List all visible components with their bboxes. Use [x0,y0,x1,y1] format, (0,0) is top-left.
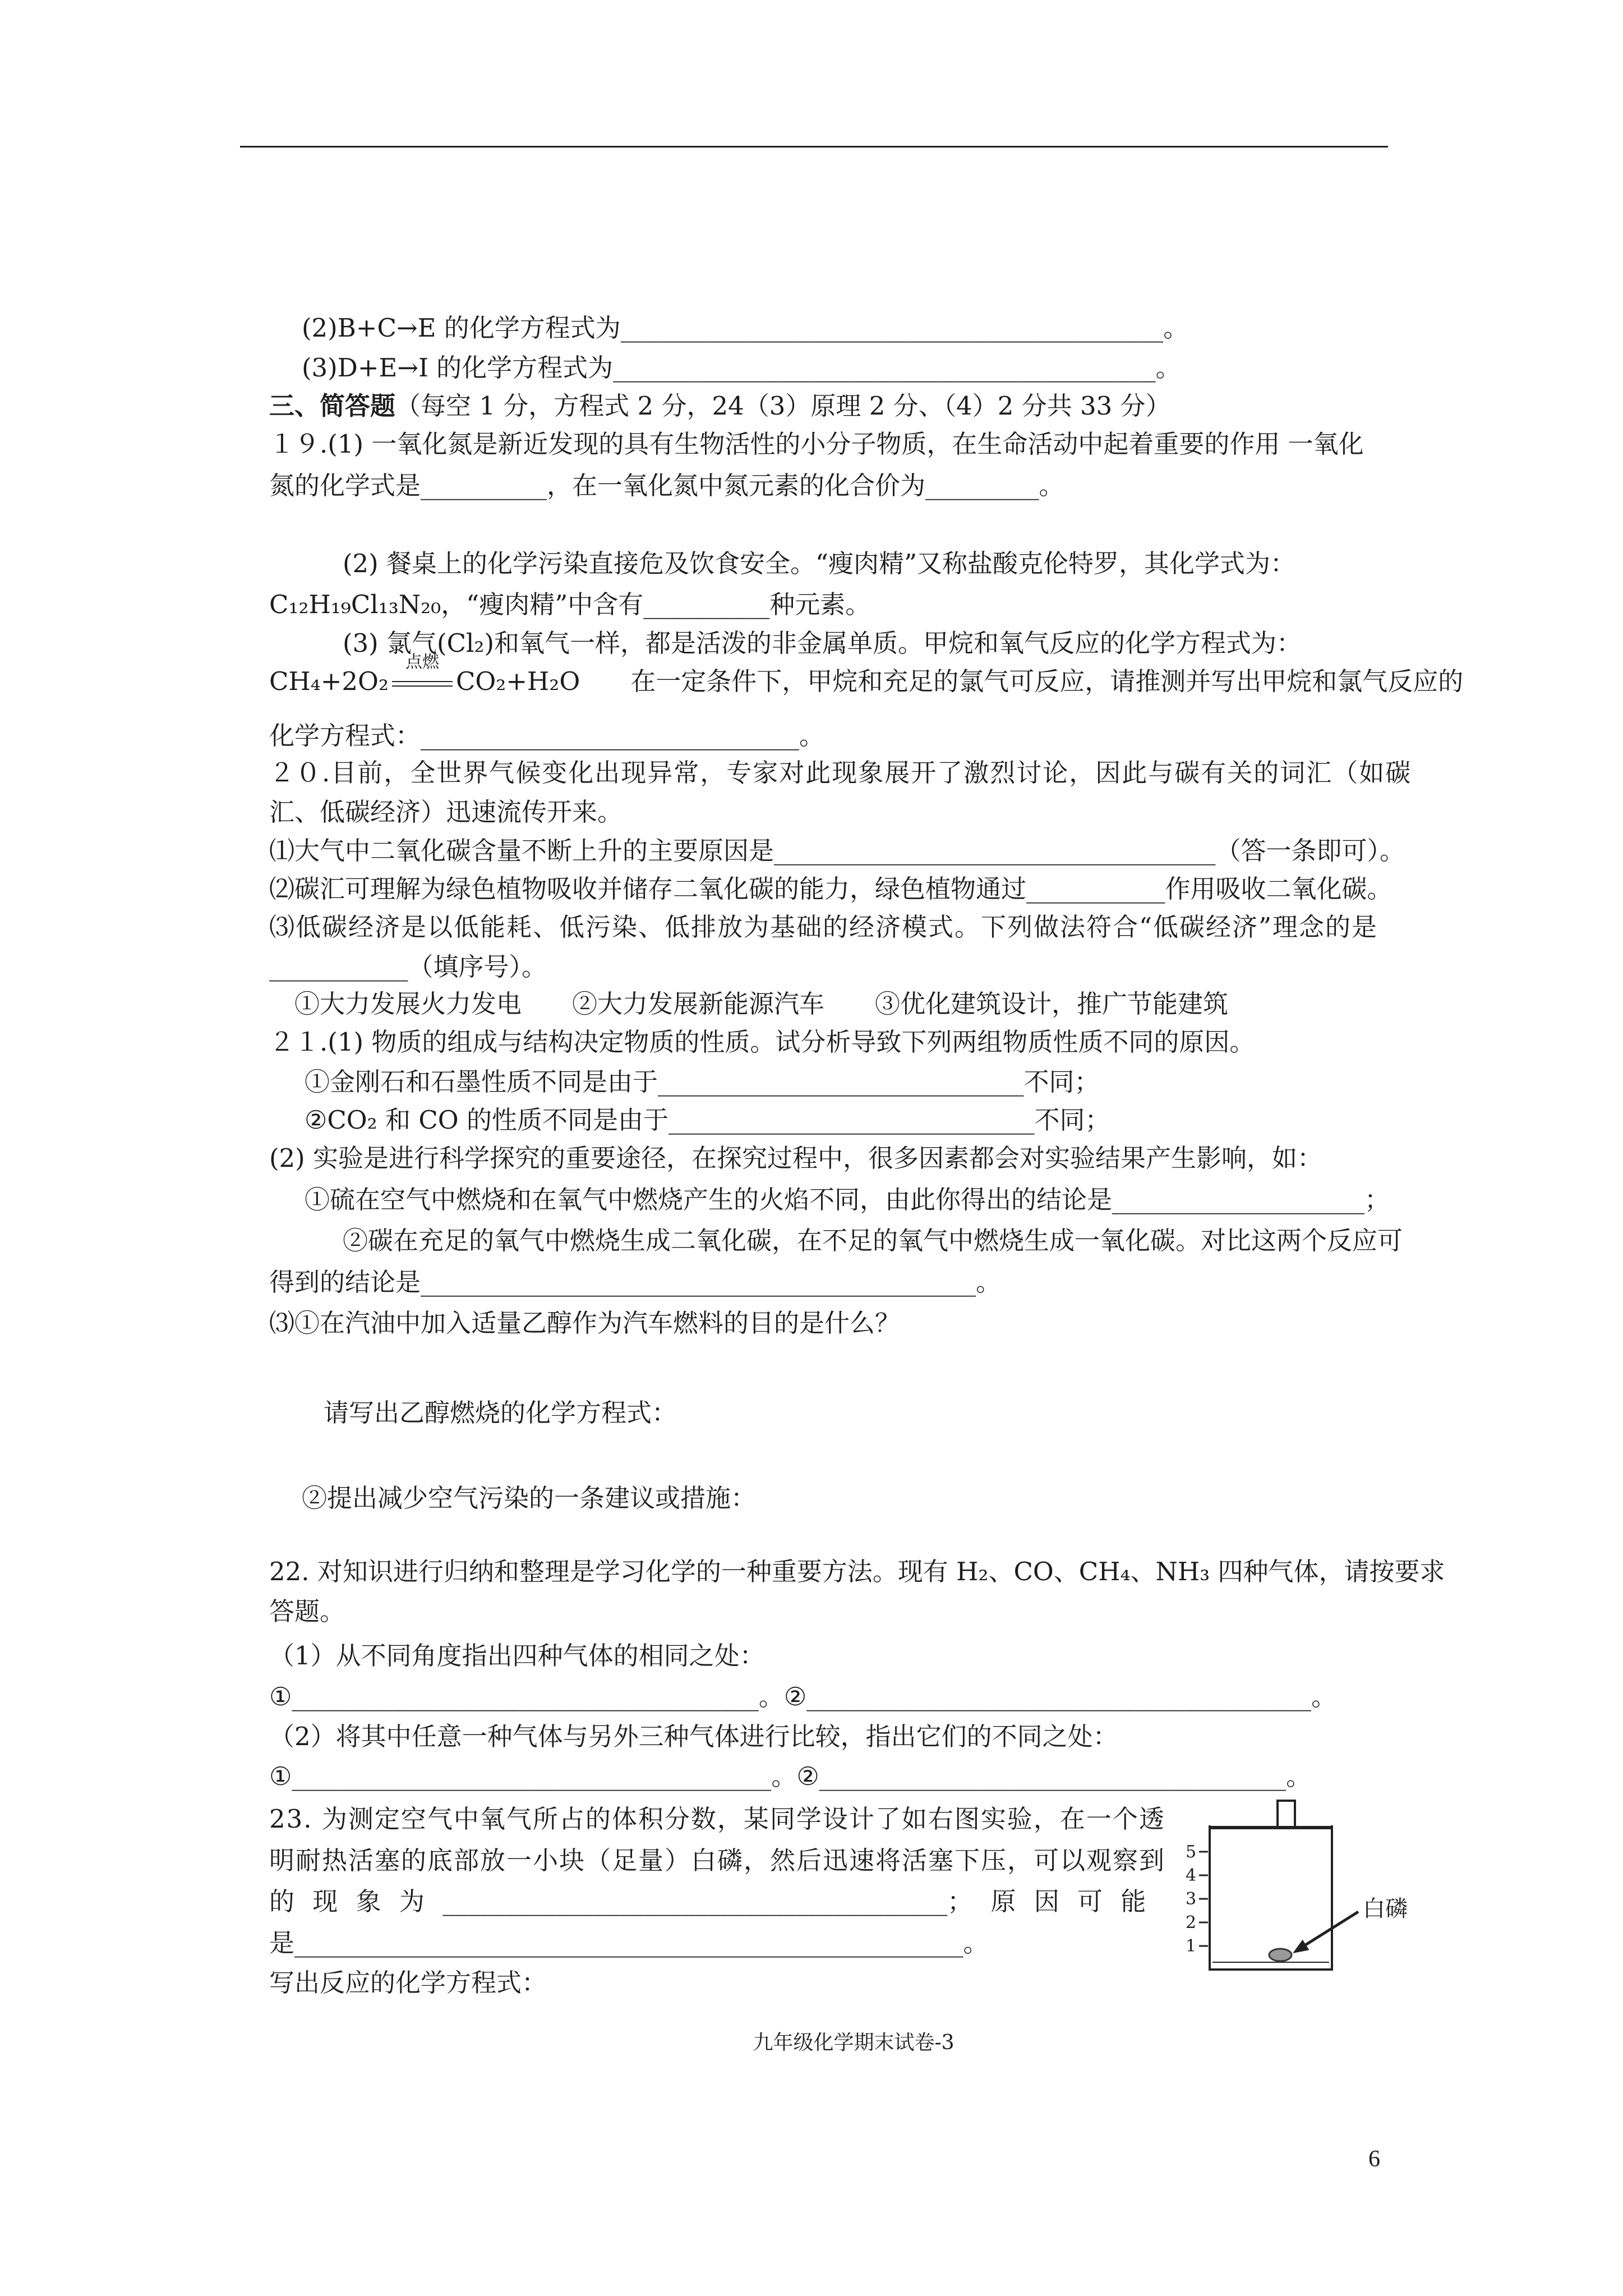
q22-part1-blanks: ①_____________________________________。②________________________________________。 [269,1682,1337,1711]
methane-combustion-products: CO₂+H₂O [455,666,580,696]
scale-label-3: 3 [1186,1889,1197,1909]
q22-stem-line2: 答题。 [269,1596,345,1626]
q21-part2-b-line2: 得到的结论是____________________________________________。 [269,1267,1002,1297]
white-phosphorus-label: 白磷 [1363,1896,1408,1922]
q20-part3-line1: ⑶低碳经济是以低能耗、低污染、低排放为基础的经济模式。下列做法符合“低碳经济”理念的是 [269,912,1378,942]
q23-line5: 写出反应的化学方程式： [269,1968,547,1998]
q19-part1-line2: 氮的化学式是__________，在一氧化氮中氮元素的化合价为_________。 [269,471,1064,500]
q19-part1-line1: １９.(1) 一氧化氮是新近发现的具有生物活性的小分子物质，在生命活动中起着重要的作用 一氧化 [269,429,1364,459]
q22-stem-line1: 22. 对知识进行归纳和整理是学习化学的一种重要方法。现有 H₂、CO、CH₄、NH₃ 四种气体，请按要求 [269,1557,1445,1586]
q20-part1: ⑴大气中二氧化碳含量不断上升的主要原因是___________________________________（答一条即可）。 [269,836,1405,866]
q19-part3-line1: (3) 氯气(Cl₂)和氧气一样，都是活泼的非金属单质。甲烷和氧气反应的化学方程式为： [343,628,1302,658]
scale-label-1: 1 [1186,1936,1197,1956]
q23-line1: 23. 为测定空气中氧气所占的体积分数，某同学设计了如右图实验，在一个透 [269,1804,1165,1834]
q21-part3-equation-prompt: 请写出乙醇燃烧的化学方程式： [324,1398,677,1428]
prev-question-part2: (2)B+C→E 的化学方程式为___________________________________________。 [302,313,1189,343]
header-rule [240,146,1388,148]
q23-line4: 是_____________________________________________________。 [269,1928,989,1958]
q19-part3-prompt: 在一定条件下，甲烷和充足的氯气可反应，请推测并写出甲烷和氯气反应的 [630,666,1464,696]
section-3-heading [269,392,1171,420]
q20-stem-line2: 汇、低碳经济）迅速流传开来。 [269,797,623,827]
q19-part2-line2: C₁₂H₁₉Cl₁₃N₂₀，“瘦肉精”中含有__________种元素。 [269,590,871,619]
prev-question-part3: (3)D+E→I 的化学方程式为___________________________________________。 [302,353,1181,383]
q21-part1-b: ②CO₂ 和 CO 的性质不同是由于_____________________________不同； [305,1105,1110,1135]
page-number: 6 [1368,2146,1380,2172]
q23-line2: 明耐热活塞的底部放一小块（足量）白磷，然后迅速将活塞下压，可以观察到 [269,1846,1166,1875]
scale-label-4: 4 [1186,1866,1197,1885]
q20-stem-line1: ２０.目前，全世界气候变化出现异常，专家对此现象展开了激烈讨论，因此与碳有关的词汇（如碳 [269,758,1412,788]
section-3-scoring: （每空 1 分，方程式 2 分，24（3）原理 2 分、（4）2 分共 33 分） [395,391,1171,421]
cylinder-wall [1210,1825,1332,1970]
q22-part2-blanks: ①______________________________________。②_____________________________________。 [269,1761,1312,1791]
exam-footer-title: 九年级化学期末试卷-3 [753,2031,955,2054]
scale-label-2: 2 [1186,1913,1197,1932]
q19-part3-answer-line: 化学方程式：______________________________。 [269,721,825,751]
methane-combustion-reactants: CH₄+2O₂ [269,666,389,696]
q20-part3-line2: ___________（填序号）。 [269,952,547,982]
q22-part1: （1）从不同角度指出四种气体的相同之处： [269,1641,765,1671]
q21-part1-a: ①金刚石和石墨性质不同是由于_____________________________不同； [305,1067,1100,1097]
q19-part3-equation-line [269,652,1464,696]
q23-line3: 的 现 象 为 ________________________________________； 原 因 可 能 [269,1887,1146,1916]
q21-part2-stem: (2) 实验是进行科学探究的重要途径，在探究过程中，很多因素都会对实验结果产生影响，如： [269,1143,1323,1173]
q21-part2-a: ①硫在空气中燃烧和在氧气中燃烧产生的火焰不同，由此你得出的结论是____________________； [305,1185,1390,1214]
reaction-condition [391,652,454,696]
q19-part2-line1: (2) 餐桌上的化学污染直接危及饮食安全。“瘦肉精”又称盐酸克伦特罗，其化学式为： [343,549,1296,578]
q21-part1-stem: ２１.(1) 物质的组成与结构决定物质的性质。试分析导致下列两组物质性质不同的原因。 [269,1027,1255,1057]
white-phosphorus [1269,1949,1292,1961]
scale-label-5: 5 [1186,1842,1197,1862]
piston-rod [1278,1801,1295,1828]
q21-part2-b-line1: ②碳在充足的氧气中燃烧生成二氧化碳，在不足的氧气中燃烧生成一氧化碳。对比这两个反应可 [343,1226,1403,1255]
piston-experiment-figure [1178,1784,1458,1986]
q22-part2: （2）将其中任意一种气体与另外三种气体进行比较，指出它们的不同之处： [269,1722,1118,1751]
q20-options: ①大力发展火力发电 ②大力发展新能源汽车 ③优化建筑设计，推广节能建筑 [294,989,1229,1019]
q20-part2: ⑵碳汇可理解为绿色植物吸收并储存二氧化碳的能力，绿色植物通过___________作用吸收二氧化碳。 [269,874,1393,904]
q21-part3-b: ②提出减少空气污染的一条建议或措施： [302,1483,757,1513]
q21-part3-a: ⑶①在汽油中加入适量乙醇作为汽车燃料的目的是什么？ [269,1308,901,1338]
reaction-condition-label: 点燃 [405,652,439,672]
section-3-title: 三、简答题 [269,391,396,421]
pointer-arrow-head [1293,1940,1310,1953]
equals-double-line [392,681,453,687]
